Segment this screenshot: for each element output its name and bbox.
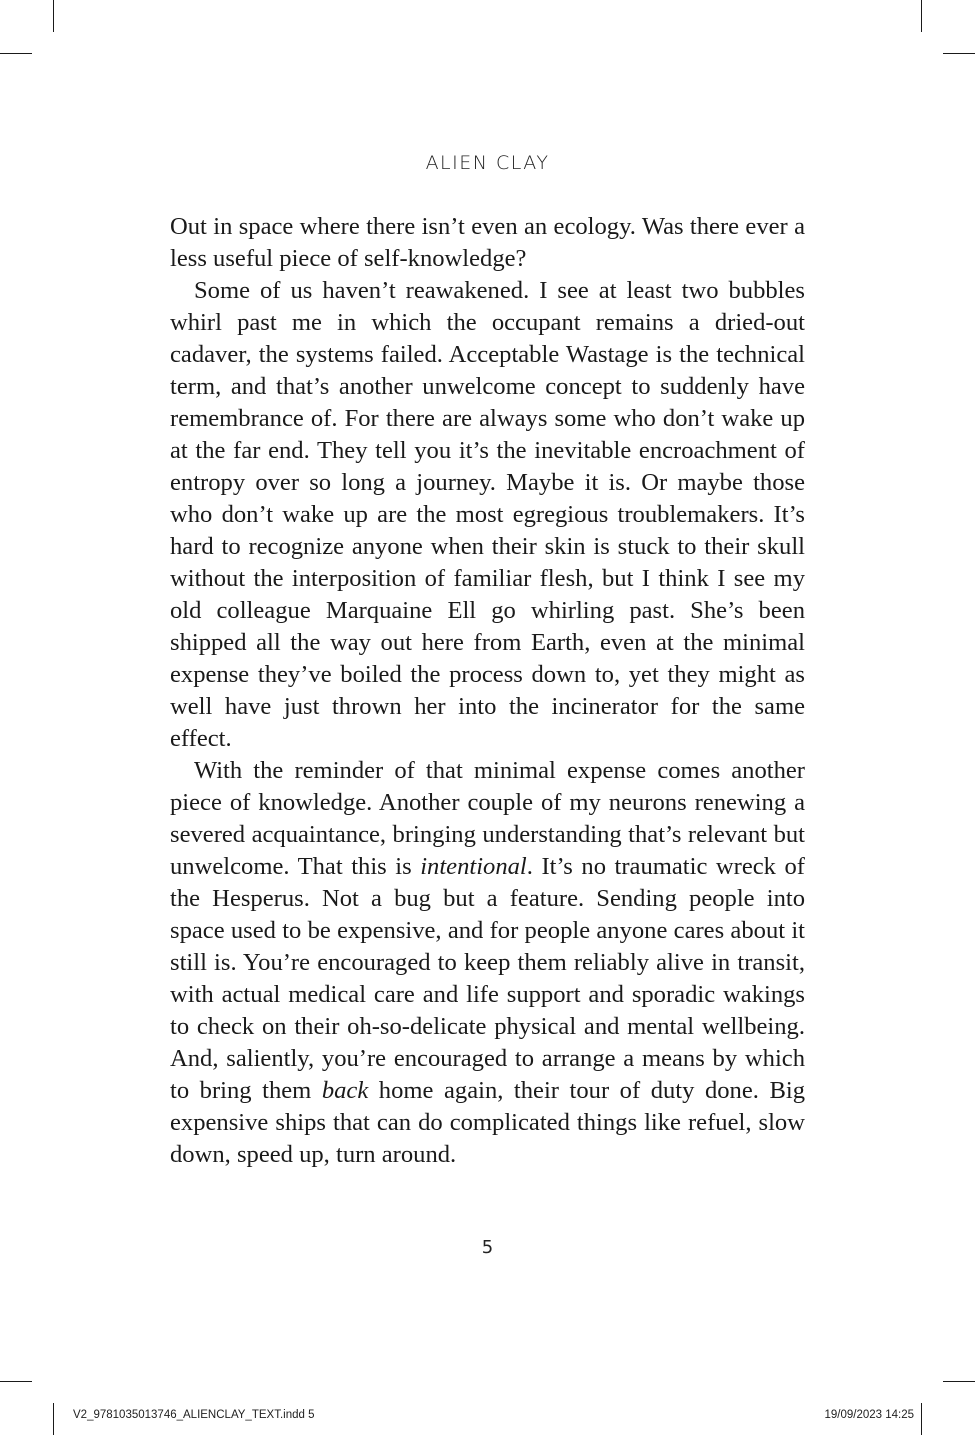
paragraph-2: Some of us haven’t reawakened. I see at least two bubbles whirl past me in which the occupant remains a dried-out cadaver, the systems failed. Acceptable Wastage is the technical term, and that’s another unwelcome concept to suddenly have remembrance of. For there are always some who don’t wake up at the far end. They tell you it’s the inevitable encroachment of entropy over so long a journey. Maybe it is. Or maybe those who don’t wake up are the most egregious troublemakers. It’s hard to recognize anyone when their skin is stuck to their skull without the interposition of familiar flesh, but I think I see my old colleague Marquaine Ell go whirling past. She’s been shipped all the way out here from Earth, even at the minimal expense they’ve boiled the process down to, yet they might as well have just thrown her into the incinerator for the same effect.: [170, 277, 805, 752]
paragraph-3-part-2: . It’s no traumatic wreck of the Hesperus. Not a bug but a feature. Sending people into space used to be expensive, and for people anyone cares about it still is. You’re encouraged to keep them reliably alive in transit, with actual medical care and life support and sporadic wakings to check on their oh-so-delicate physical and mental wellbeing. And, saliently, you’re encouraged to arrange a means by which to bring them: [170, 853, 805, 1104]
crop-mark-top-left-h: [0, 53, 32, 54]
paragraph-1: Out in space where there isn’t even an ecology. Was there ever a less useful piece of self-knowledge?: [170, 213, 805, 272]
emphasis-back: back: [321, 1077, 369, 1104]
running-head: ALIEN CLAY: [425, 152, 550, 174]
crop-mark-bottom-right: [921, 1403, 922, 1435]
body-text: [170, 211, 805, 1171]
crop-mark-top-right: [921, 0, 922, 32]
crop-mark-bottom-right-h: [943, 1381, 975, 1382]
crop-mark-bottom-left-h: [0, 1381, 32, 1382]
crop-mark-top-right-h: [943, 53, 975, 54]
slug-file-info: V2_9781035013746_ALIENCLAY_TEXT.indd 5: [73, 1409, 315, 1421]
paragraph-3-part-1: With the reminder of that minimal expense comes another piece of knowledge. Another couple of my neurons renewing a severed acquaintance, bringing understanding that’s relevant but unwelcome. That this is: [170, 757, 805, 880]
paragraph-3-part-3: home again, their tour of duty done. Big expensive ships that can do complicated things like refuel, slow down, speed up, turn around.: [170, 1077, 805, 1168]
emphasis-intentional: intentional: [420, 853, 527, 880]
page-number: 5: [481, 1237, 494, 1258]
slug-timestamp: 19/09/2023 14:25: [824, 1409, 914, 1421]
crop-mark-bottom-left: [53, 1403, 54, 1435]
crop-mark-top-left: [53, 0, 54, 32]
paragraph-3: [170, 755, 805, 1171]
